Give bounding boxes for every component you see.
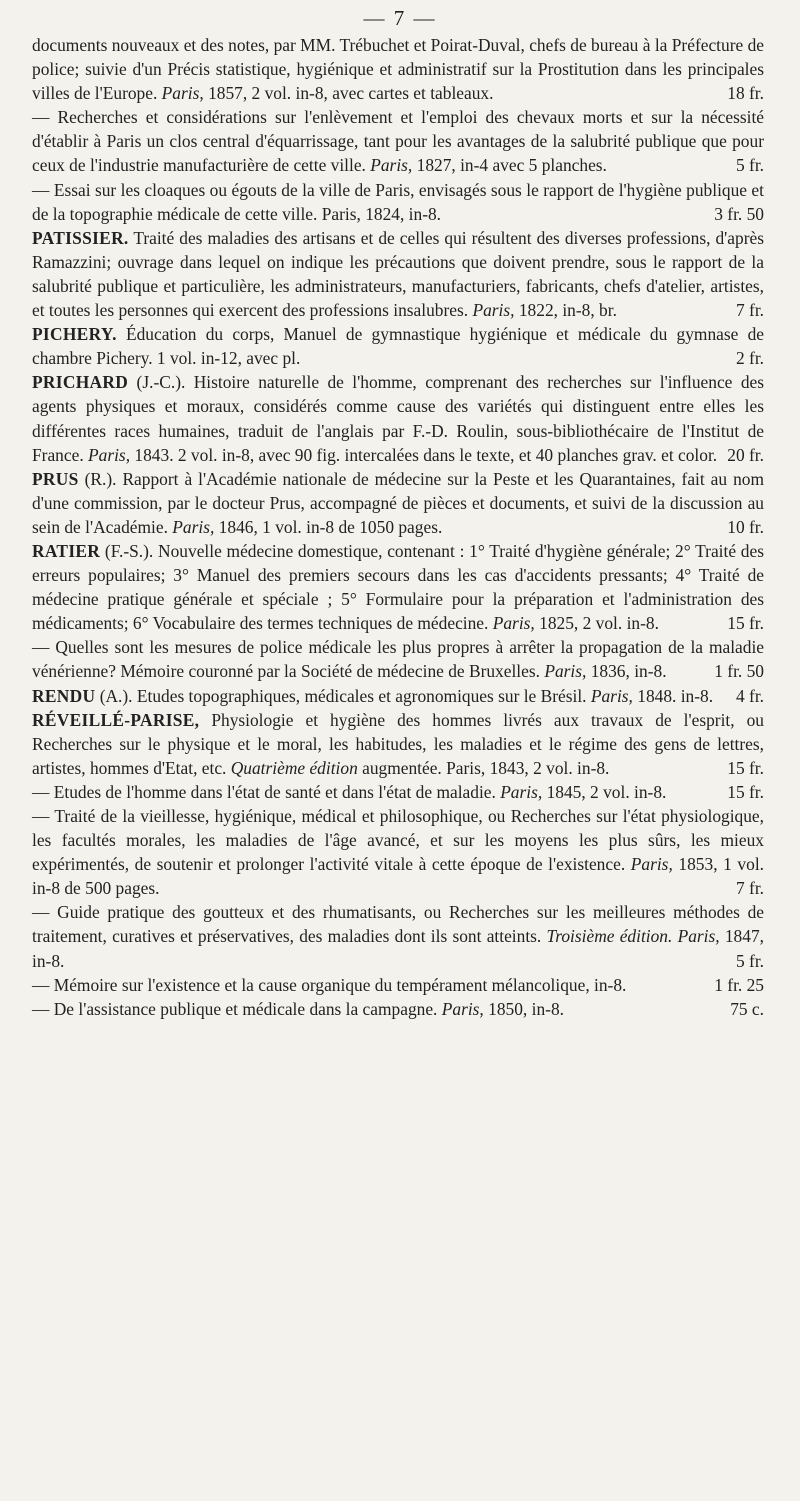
entry-price: 15 fr. xyxy=(727,613,764,634)
entry-price: 20 fr. xyxy=(727,444,764,465)
catalog-entry xyxy=(32,635,764,683)
entry-place: Paris, xyxy=(172,516,215,537)
entry-price: 5 fr. xyxy=(735,950,764,971)
entry-prefix: — xyxy=(32,806,55,826)
entry-text-after: 1822, in-8, br. xyxy=(514,300,617,321)
entry-price: 18 fr. xyxy=(727,83,764,104)
entry-text-before: Essai sur les cloaques ou égouts de la ville de Paris, envisagés sous le rapport de l'hygiène publique et de la topographie médicale de cette ville. Paris, 1824, in-8. xyxy=(32,179,764,224)
entry-price: 75 c. xyxy=(730,998,764,1019)
catalog-entry xyxy=(32,105,764,177)
entry-text-before: Guide pratique des goutteux et des rhumatisants, ou Recherches sur les meilleures méthodes de traitement, curatives et préservatives, des maladies dont ils sont atteints. xyxy=(32,902,765,947)
entry-text-after: 1825, 2 vol. in-8. xyxy=(534,613,659,634)
entry-price: 5 fr. xyxy=(735,155,764,176)
entry-prefix: — xyxy=(32,107,58,128)
entry-text-before: documents nouveaux et des notes, par MM. Trébuchet et Poirat-Duval, chefs de bureau à la Préfecture de police; suivie d'un Précis statistique, hygiénique et administratif sur la Prostitution dans les principales villes de l'Europe. xyxy=(32,35,764,104)
entry-text-before: Traité de la vieillesse, hygiénique, médical et philosophique, ou Recherches sur l'état physiologique, les facultés morales, les maladies de l'âge avancé, et sur les moyens les plus sûrs, les mieux expérimentés, de soutenir et prolonger l'activité vitale à cette époque de l'existence. xyxy=(32,806,764,875)
entry-text-before: Mémoire sur l'existence et la cause organique du tempérament mélancolique, in-8. xyxy=(53,974,627,995)
entry-place: Troisième édition. Paris, xyxy=(546,926,720,947)
entry-text-after: 1850, in-8. xyxy=(483,998,564,1019)
entry-price: 7 fr. xyxy=(735,878,764,899)
entry-place: Paris, xyxy=(630,854,673,875)
catalog-entry xyxy=(32,780,764,804)
entry-author: PICHERY. xyxy=(32,324,117,345)
entry-price: 1 fr. 50 xyxy=(714,661,764,682)
entry-author: PRUS xyxy=(32,468,79,489)
catalog-entry xyxy=(32,322,764,370)
entry-text-after: 1848. in-8. xyxy=(632,685,714,706)
entry-prefix: — xyxy=(32,781,54,802)
entry-place: Quatrième édition xyxy=(230,757,358,778)
entry-text-before: De l'assistance publique et médicale dans la campagne. xyxy=(53,998,442,1019)
entry-prefix: — xyxy=(32,902,58,923)
catalog-entry xyxy=(32,539,764,635)
entry-price: 2 fr. xyxy=(735,348,764,369)
entry-place: Paris, xyxy=(370,155,413,176)
entry-text-after: 1857, 2 vol. in-8, avec cartes et tableaux. xyxy=(203,83,494,104)
entry-place: Paris, xyxy=(161,83,204,104)
entry-place: Paris, xyxy=(472,300,515,321)
catalog-entry xyxy=(32,973,764,997)
entry-place: Paris, xyxy=(544,661,587,682)
catalog-entry xyxy=(32,804,764,900)
catalog-entry xyxy=(32,997,764,1021)
entry-text-after: augmentée. Paris, 1843, 2 vol. in-8. xyxy=(357,757,610,778)
entry-text-before: Traité des maladies des artisans et de celles qui résultent des diverses professions, d'après Ramazzini; ouvrage dans lequel on indique les précautions que doivent prendre, sous le rapport de la salubrité publique et particulière, les administrateurs, manufacturiers, fabricants, chefs d'atelier, artistes, et toutes les personnes qui exercent des professions insalubres. xyxy=(32,227,764,321)
entry-text-after: 1846, 1 vol. in-8 de 1050 pages. xyxy=(214,516,443,537)
entry-price: 4 fr. xyxy=(735,685,764,706)
catalog-entry xyxy=(32,900,764,972)
entry-place: Paris, xyxy=(500,781,543,802)
entry-place: Paris, xyxy=(492,613,535,634)
entry-place: Paris, xyxy=(441,998,484,1019)
entry-place: Paris, xyxy=(88,444,131,465)
entry-text-after: 1845, 2 vol. in-8. xyxy=(542,781,667,802)
entry-price: 1 fr. 25 xyxy=(714,974,764,995)
entry-author: PATISSIER. xyxy=(32,227,129,248)
entry-text-before: (F.-S.). Nouvelle médecine domestique, contenant : 1° Traité d'hygiène générale; 2° Traité des erreurs populaires; 3° Manuel des premiers secours dans les cas d'accidents pressants; 4° Traité de médecine pratique générale et spéciale ; 5° Formulaire pour la préparation et l'administration des médicaments; 6° Vocabulaire des termes techniques de médecine. xyxy=(32,540,764,634)
entry-prefix: — xyxy=(32,179,54,200)
entry-text-before: (J.-C.). Histoire naturelle de l'homme, comprenant des recherches sur l'influence des agents physiques et moraux, considérés comme cause des variétés qui distinguent entre elles les différentes races humaines, traduit de l'anglais par F.-D. Roulin, sous-bibliothécaire de l'Institut de France. xyxy=(32,372,764,465)
entry-author: RÉVEILLÉ-PARISE, xyxy=(32,709,200,730)
entry-text-before: Quelles sont les mesures de police médicale les plus propres à arrêter la propagation de la maladie vénérienne? Mémoire couronné par la Société de médecine de Bruxelles. xyxy=(32,637,764,682)
catalog-entries xyxy=(32,33,764,1021)
entry-text-after: 1836, in-8. xyxy=(586,661,667,682)
entry-prefix: — xyxy=(32,998,54,1019)
entry-author: RENDU xyxy=(32,685,96,706)
entry-author: PRICHARD xyxy=(32,372,129,393)
entry-text-before: (R.). Rapport à l'Académie nationale de médecine sur la Peste et les Quarantaines, fait au nom d'une commission, par le docteur Prus, accompagné de pièces et documents, et suivi de la discussion au sein de l'Académie. xyxy=(32,468,764,537)
entry-prefix: — xyxy=(32,974,54,995)
entry-author: RATIER xyxy=(32,540,101,561)
catalog-entry xyxy=(32,33,764,105)
catalog-entry xyxy=(32,467,764,539)
entry-text-before: Recherches et considérations sur l'enlèvement et l'emploi des chevaux morts et sur la nécessité d'établir à Paris un clos central d'équarrissage, tant pour les avantages de la salubrité publique que pour ceux de l'industrie manufacturière de cette ville. xyxy=(32,107,764,176)
entry-price: 10 fr. xyxy=(727,516,764,537)
entry-text-before: Éducation du corps, Manuel de gymnastique hygiénique et médicale du gymnase de chambre Pichery. 1 vol. in-12, avec pl. xyxy=(32,324,764,369)
catalog-entry xyxy=(32,370,764,466)
entry-prefix: — xyxy=(32,637,56,658)
entry-text-before: Physiologie et hygiène des hommes livrés aux travaux de l'esprit, ou Recherches sur le physique et le moral, les habitudes, les maladies et le régime des gens de lettres, artistes, hommes d'Etat, etc. xyxy=(32,709,764,778)
catalog-entry xyxy=(32,708,764,780)
entry-price: 15 fr. xyxy=(727,757,764,778)
entry-text-before: (A.). Etudes topographiques, médicales et agronomiques sur le Brésil. xyxy=(95,685,591,706)
entry-price: 7 fr. xyxy=(735,300,764,321)
entry-text-after: 1827, in-4 avec 5 planches. xyxy=(412,155,607,176)
catalog-entry xyxy=(32,684,764,708)
page-number: — 7 — xyxy=(363,6,437,30)
catalog-entry xyxy=(32,226,764,322)
entry-text-after: 1853, 1 vol. in-8 de 500 pages. xyxy=(32,854,764,899)
catalog-entry xyxy=(32,178,764,226)
entry-price: 15 fr. xyxy=(727,781,764,802)
entry-text-before: Etudes de l'homme dans l'état de santé et dans l'état de maladie. xyxy=(53,781,501,802)
entry-price: 3 fr. 50 xyxy=(714,203,764,224)
entry-text-after: 1847, in-8. xyxy=(32,926,764,971)
entry-text-after: 1843. 2 vol. in-8, avec 90 fig. intercalées dans le texte, et 40 planches grav. et color. xyxy=(130,444,718,465)
entry-place: Paris, xyxy=(590,685,633,706)
